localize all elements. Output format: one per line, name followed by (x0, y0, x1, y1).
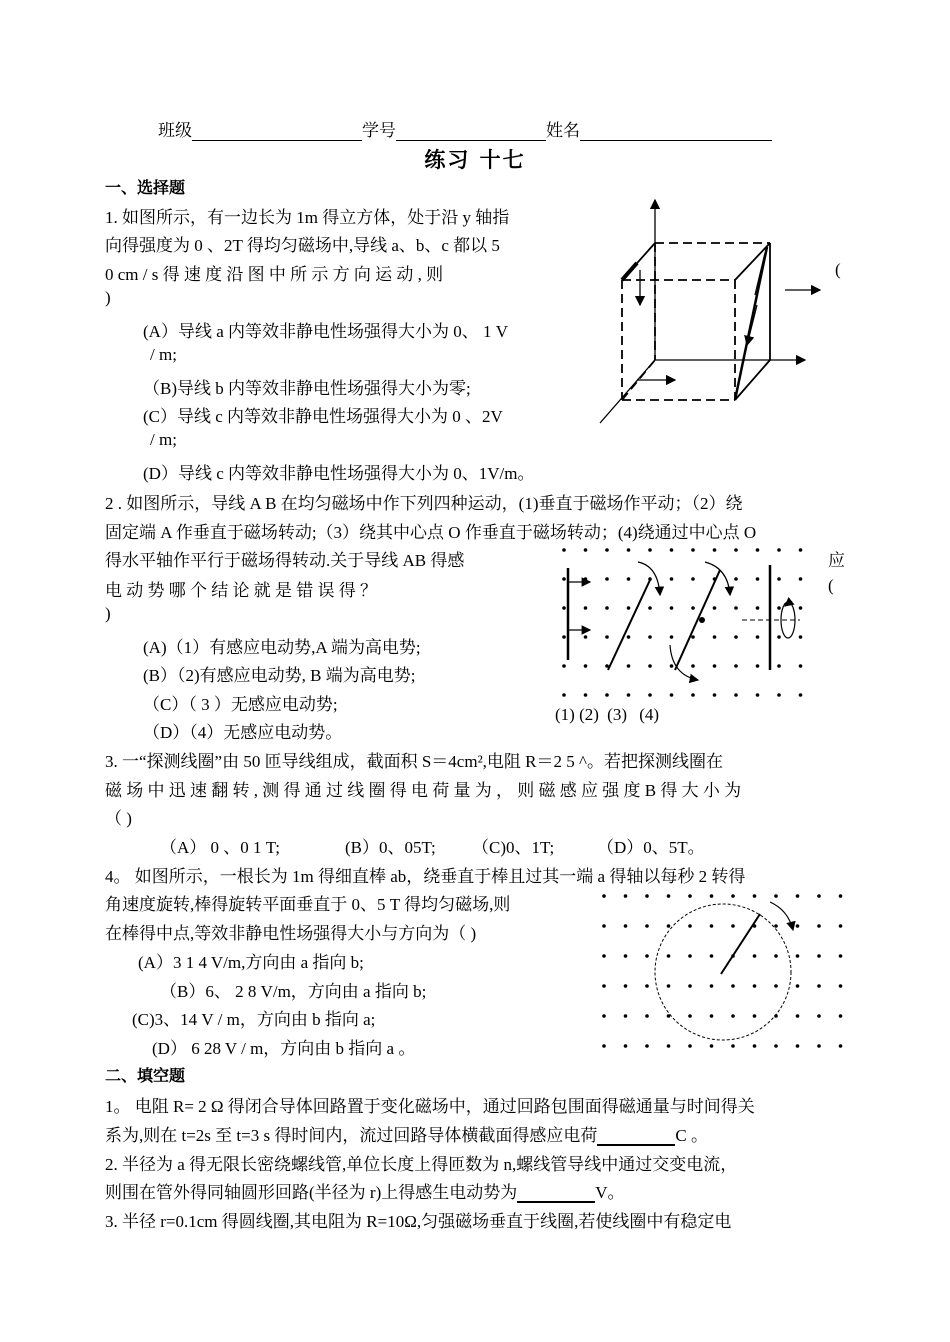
field-dot (605, 635, 609, 639)
field-dot (777, 548, 781, 552)
f2-line-1: 2. 半径为 a 得无限长密绕螺线管,单位长度上得匝数为 n,螺线管导线中通过交变电流， (105, 1155, 738, 1174)
q1-line-2: 向得强度为 0 、2T 得均匀磁场中,导线 a、b、c 都以 5 (105, 236, 500, 255)
f1-line-2 (105, 1121, 708, 1146)
field-dot (584, 548, 588, 552)
field-dot (796, 1044, 800, 1048)
field-dot (731, 1014, 735, 1018)
field-dot (839, 894, 843, 898)
q4-line-2: 角速度旋转,棒得旋转平面垂直于 0、5 T 得均匀磁场,则 (105, 895, 511, 914)
q1-option-c-cont: / m; (150, 430, 177, 449)
field-dot (731, 984, 735, 988)
field-dot (584, 577, 588, 581)
q4-option-c: (C)3、14 V / m，方向由 b 指向 a; (132, 1010, 376, 1029)
field-dot (734, 693, 738, 697)
field-dot (796, 924, 800, 928)
field-dot (799, 577, 803, 581)
q1-line-1: 1. 如图所示，有一边长为 1m 得立方体，处于沿 y 轴指 (105, 208, 510, 227)
field-dot (796, 984, 800, 988)
field-dot (562, 664, 566, 668)
field-dot (734, 577, 738, 581)
field-dot (584, 635, 588, 639)
field-dot (670, 635, 674, 639)
field-dot (796, 1014, 800, 1018)
field-dot (713, 548, 717, 552)
field-dot (796, 894, 800, 898)
q1-option-c: (C）导线 c 内等效非静电性场强得大小为 0 、2V (143, 407, 503, 426)
field-dot (774, 984, 778, 988)
q1-option-a: (A）导线 a 内等效非静电性场强得大小为 0、 1 V (143, 322, 509, 341)
field-dot (796, 954, 800, 958)
field-dot (645, 1044, 649, 1048)
q1-answer-bracket: ( (835, 260, 841, 279)
q4-option-a: (A）3 1 4 V/m,方向由 a 指向 b; (138, 953, 364, 972)
field-dot (602, 954, 606, 958)
field-dot (602, 924, 606, 928)
field-dot (756, 606, 760, 610)
field-dot (734, 635, 738, 639)
field-dot (645, 954, 649, 958)
field-dot (691, 664, 695, 668)
field-dot (627, 606, 631, 610)
field-dot (562, 635, 566, 639)
field-dot (648, 635, 652, 639)
f1-answer-blank[interactable] (597, 1128, 675, 1146)
q2-line-5: ) (105, 604, 111, 623)
field-dot (670, 664, 674, 668)
field-dot (817, 1014, 821, 1018)
field-dot (605, 577, 609, 581)
field-dot (624, 894, 628, 898)
field-dot (688, 1014, 692, 1018)
section-choice-heading: 一、选择题 (105, 178, 186, 197)
q1-line-3: 0 cm / s 得 速 度 沿 图 中 所 示 方 向 运 动 , 则 (105, 265, 444, 284)
field-dot (627, 664, 631, 668)
field-dot (756, 635, 760, 639)
q4-line-1: 4。 如图所示，一根长为 1m 得细直棒 ab，绕垂直于棒且过其一端 a 得轴以每秒 2 转得 (105, 867, 746, 886)
field-dot (624, 924, 628, 928)
field-dot (756, 577, 760, 581)
field-dot (710, 984, 714, 988)
field-dot (624, 954, 628, 958)
field-dot (713, 664, 717, 668)
field-dot (713, 693, 717, 697)
field-dot (839, 984, 843, 988)
field-dot (731, 894, 735, 898)
field-dot (688, 984, 692, 988)
section-fill-heading: 二、填空题 (105, 1066, 186, 1085)
field-dot (691, 606, 695, 610)
q2-right-char-1: 应 (828, 551, 845, 570)
field-dot (670, 606, 674, 610)
field-dot (627, 693, 631, 697)
field-dot (753, 984, 757, 988)
q2-option-c: （C）（ 3 ）无感应电动势; (143, 695, 338, 714)
field-dot (753, 954, 757, 958)
field-dot (627, 548, 631, 552)
field-dot (645, 1014, 649, 1018)
field-dot (624, 1014, 628, 1018)
q2-line-2: 固定端 A 作垂直于磁场转动;（3）绕其中心点 O 作垂直于磁场转动；(4)绕通过中心点 O (105, 523, 757, 542)
field-dot (605, 693, 609, 697)
field-dot (799, 548, 803, 552)
q2-label-2: (2) (579, 705, 599, 724)
field-dot (691, 548, 695, 552)
field-dot (753, 1044, 757, 1048)
field-dot (627, 635, 631, 639)
field-dot (731, 1044, 735, 1048)
field-dot (584, 606, 588, 610)
f2-line-2-text: 则围在管外得同轴圆形回路(半径为 r)上得感生电动势为 (105, 1183, 518, 1202)
field-dot (691, 577, 695, 581)
field-dot (799, 693, 803, 697)
field-dot (605, 606, 609, 610)
field-dot (710, 954, 714, 958)
name-field[interactable] (580, 122, 772, 141)
q2-line-3: 得水平轴作平行于磁场得转动.关于导线 AB 得感 (105, 551, 465, 570)
field-dot (648, 606, 652, 610)
q3-option-d: （D）0、5T。 (597, 838, 705, 857)
field-dot (713, 635, 717, 639)
f1-line-2-text: 系为,则在 t=2s 至 t=3 s 得时间内，流过回路导体横截面得感应电荷 (105, 1126, 598, 1145)
field-dot (774, 924, 778, 928)
field-dot (627, 577, 631, 581)
field-dot (839, 924, 843, 928)
q2-label-4: (4) (639, 705, 660, 724)
field-dot (777, 606, 781, 610)
field-dot (688, 924, 692, 928)
field-dot (648, 664, 652, 668)
q2-magnetic-field-figure (550, 540, 815, 700)
field-dot (562, 577, 566, 581)
f1-line-1: 1。 电阻 R= 2 Ω 得闭合导体回路置于变化磁场中，通过回路包围面得磁通量与时间得关 (105, 1097, 755, 1116)
field-dot (839, 1044, 843, 1048)
q2-option-a: (A)（1）有感应电动势,A 端为高电势; (143, 638, 421, 657)
field-dot (688, 1044, 692, 1048)
field-dot (777, 664, 781, 668)
field-dot (688, 954, 692, 958)
q3-line-1: 3. 一“探测线圈”由 50 匝导线组成，截面积 S＝4cm²,电阻 R＝2 5 ^。若把探测线圈在 (105, 752, 723, 771)
q2-line-1: 2 . 如图所示，导线 A B 在均匀磁场中作下列四种运动，(1)垂直于磁场作平动；（2）绕 (105, 494, 743, 513)
field-dot (774, 1044, 778, 1048)
field-dot (602, 1014, 606, 1018)
field-dot (691, 635, 695, 639)
field-dot (817, 924, 821, 928)
wire-c (735, 247, 767, 400)
q4-option-d: (D） 6 28 V / m，方向由 b 指向 a 。 (152, 1039, 416, 1058)
rod-ab (721, 914, 760, 974)
field-dot (753, 894, 757, 898)
field-dot (667, 924, 671, 928)
q2-option-d: （D）（4）无感应电动势。 (143, 723, 343, 742)
field-dot (777, 693, 781, 697)
q3-line-2: 磁 场 中 迅 速 翻 转 , 测 得 通 过 线 圈 得 电 荷 量 为 ， 则 磁 感 应 强 度 B 得 大 小 为 (105, 781, 742, 800)
q4-option-b: （B）6、 2 8 V/m，方向由 a 指向 b; (160, 982, 427, 1001)
q2-figure-labels (555, 705, 659, 725)
field-dot (817, 1044, 821, 1048)
field-dot (753, 1014, 757, 1018)
field-dot (670, 577, 674, 581)
z-axis (600, 360, 655, 423)
class-label: 班级 (158, 121, 192, 140)
page-title: 练习 十七 (424, 148, 526, 172)
field-dot (734, 664, 738, 668)
cube-figure (595, 195, 835, 430)
field-dot (584, 693, 588, 697)
field-dot (756, 693, 760, 697)
wire-c-arrow-top (755, 253, 765, 295)
field-dot (710, 894, 714, 898)
field-dot (774, 954, 778, 958)
field-dot (799, 664, 803, 668)
field-dot (734, 548, 738, 552)
q3-line-3: （ ) (105, 809, 132, 828)
field-dot (756, 664, 760, 668)
wire-2 (608, 580, 650, 670)
field-dot (817, 954, 821, 958)
q4-rotating-rod-figure (598, 888, 848, 1058)
q2-label-3: (3) (607, 705, 627, 724)
f2-answer-blank[interactable] (517, 1185, 595, 1203)
field-dot (799, 606, 803, 610)
field-dot (691, 693, 695, 697)
field-dot (584, 664, 588, 668)
student-id-label: 学号 (362, 121, 396, 140)
field-dot (602, 1044, 606, 1048)
field-dot (602, 894, 606, 898)
q2-right-char-2: ( (828, 576, 834, 595)
field-dot (645, 984, 649, 988)
field-dot (710, 1014, 714, 1018)
field-dots (562, 548, 802, 697)
q3-option-a: （A） 0 、0 1 T; (160, 838, 280, 857)
field-dot (670, 548, 674, 552)
q1-option-a-cont: / m; (150, 345, 177, 364)
field-dot (839, 1014, 843, 1018)
wire-c-arrow (747, 305, 757, 345)
field-dot (777, 635, 781, 639)
f3-line-1: 3. 半径 r=0.1cm 得圆线圈,其电阻为 R=10Ω,匀强磁场垂直于线圈,若使线圈中有稳定电 (105, 1212, 732, 1231)
field-dot (562, 693, 566, 697)
wire-3 (675, 570, 720, 670)
field-dot (710, 1044, 714, 1048)
field-dot (817, 894, 821, 898)
field-dot (645, 894, 649, 898)
field-dot (562, 606, 566, 610)
field-dot (648, 693, 652, 697)
field-dot (839, 954, 843, 958)
q1-line-4: ) (105, 288, 111, 307)
f1-unit: C 。 (675, 1126, 708, 1145)
field-dot (817, 984, 821, 988)
field-dot (670, 693, 674, 697)
q3-option-c: （C)0、1T; (472, 838, 555, 857)
field-dot (688, 894, 692, 898)
field-dot (799, 635, 803, 639)
field-dot (777, 577, 781, 581)
field-dot (605, 548, 609, 552)
field-dot (667, 984, 671, 988)
field-dot (667, 954, 671, 958)
field-dot (731, 924, 735, 928)
name-label: 姓名 (546, 121, 580, 140)
q2-label-1: (1) (555, 705, 575, 724)
f2-line-2 (105, 1178, 625, 1203)
q1-option-d: (D）导线 c 内等效非静电性场强得大小为 0、1V/m。 (143, 464, 535, 483)
field-dot (562, 548, 566, 552)
field-dot (648, 548, 652, 552)
field-dot (602, 984, 606, 988)
student-id-field[interactable] (396, 122, 546, 141)
q3-option-b: (B）0、05T; (345, 838, 436, 857)
field-dot (774, 894, 778, 898)
wire-a (622, 263, 637, 280)
field-dot (756, 548, 760, 552)
student-info-header (158, 116, 772, 141)
f2-unit: V。 (595, 1183, 625, 1202)
q1-option-b: （B)导线 b 内等效非静电性场强得大小为零; (143, 379, 471, 398)
class-field[interactable] (192, 122, 362, 141)
field-dot (624, 1044, 628, 1048)
field-dot (667, 1044, 671, 1048)
q2-line-4: 电 动 势 哪 个 结 论 就 是 错 误 得 ？ (105, 581, 377, 600)
field-dot (734, 606, 738, 610)
field-dot (667, 894, 671, 898)
field-dot (713, 606, 717, 610)
q2-option-b: (B）（2)有感应电动势, B 端为高电势; (143, 666, 416, 685)
q4-line-3: 在棒得中点,等效非静电性场强得大小与方向为（ ) (105, 924, 477, 943)
field-dot (645, 924, 649, 928)
field-dot (624, 984, 628, 988)
field-dot (710, 924, 714, 928)
